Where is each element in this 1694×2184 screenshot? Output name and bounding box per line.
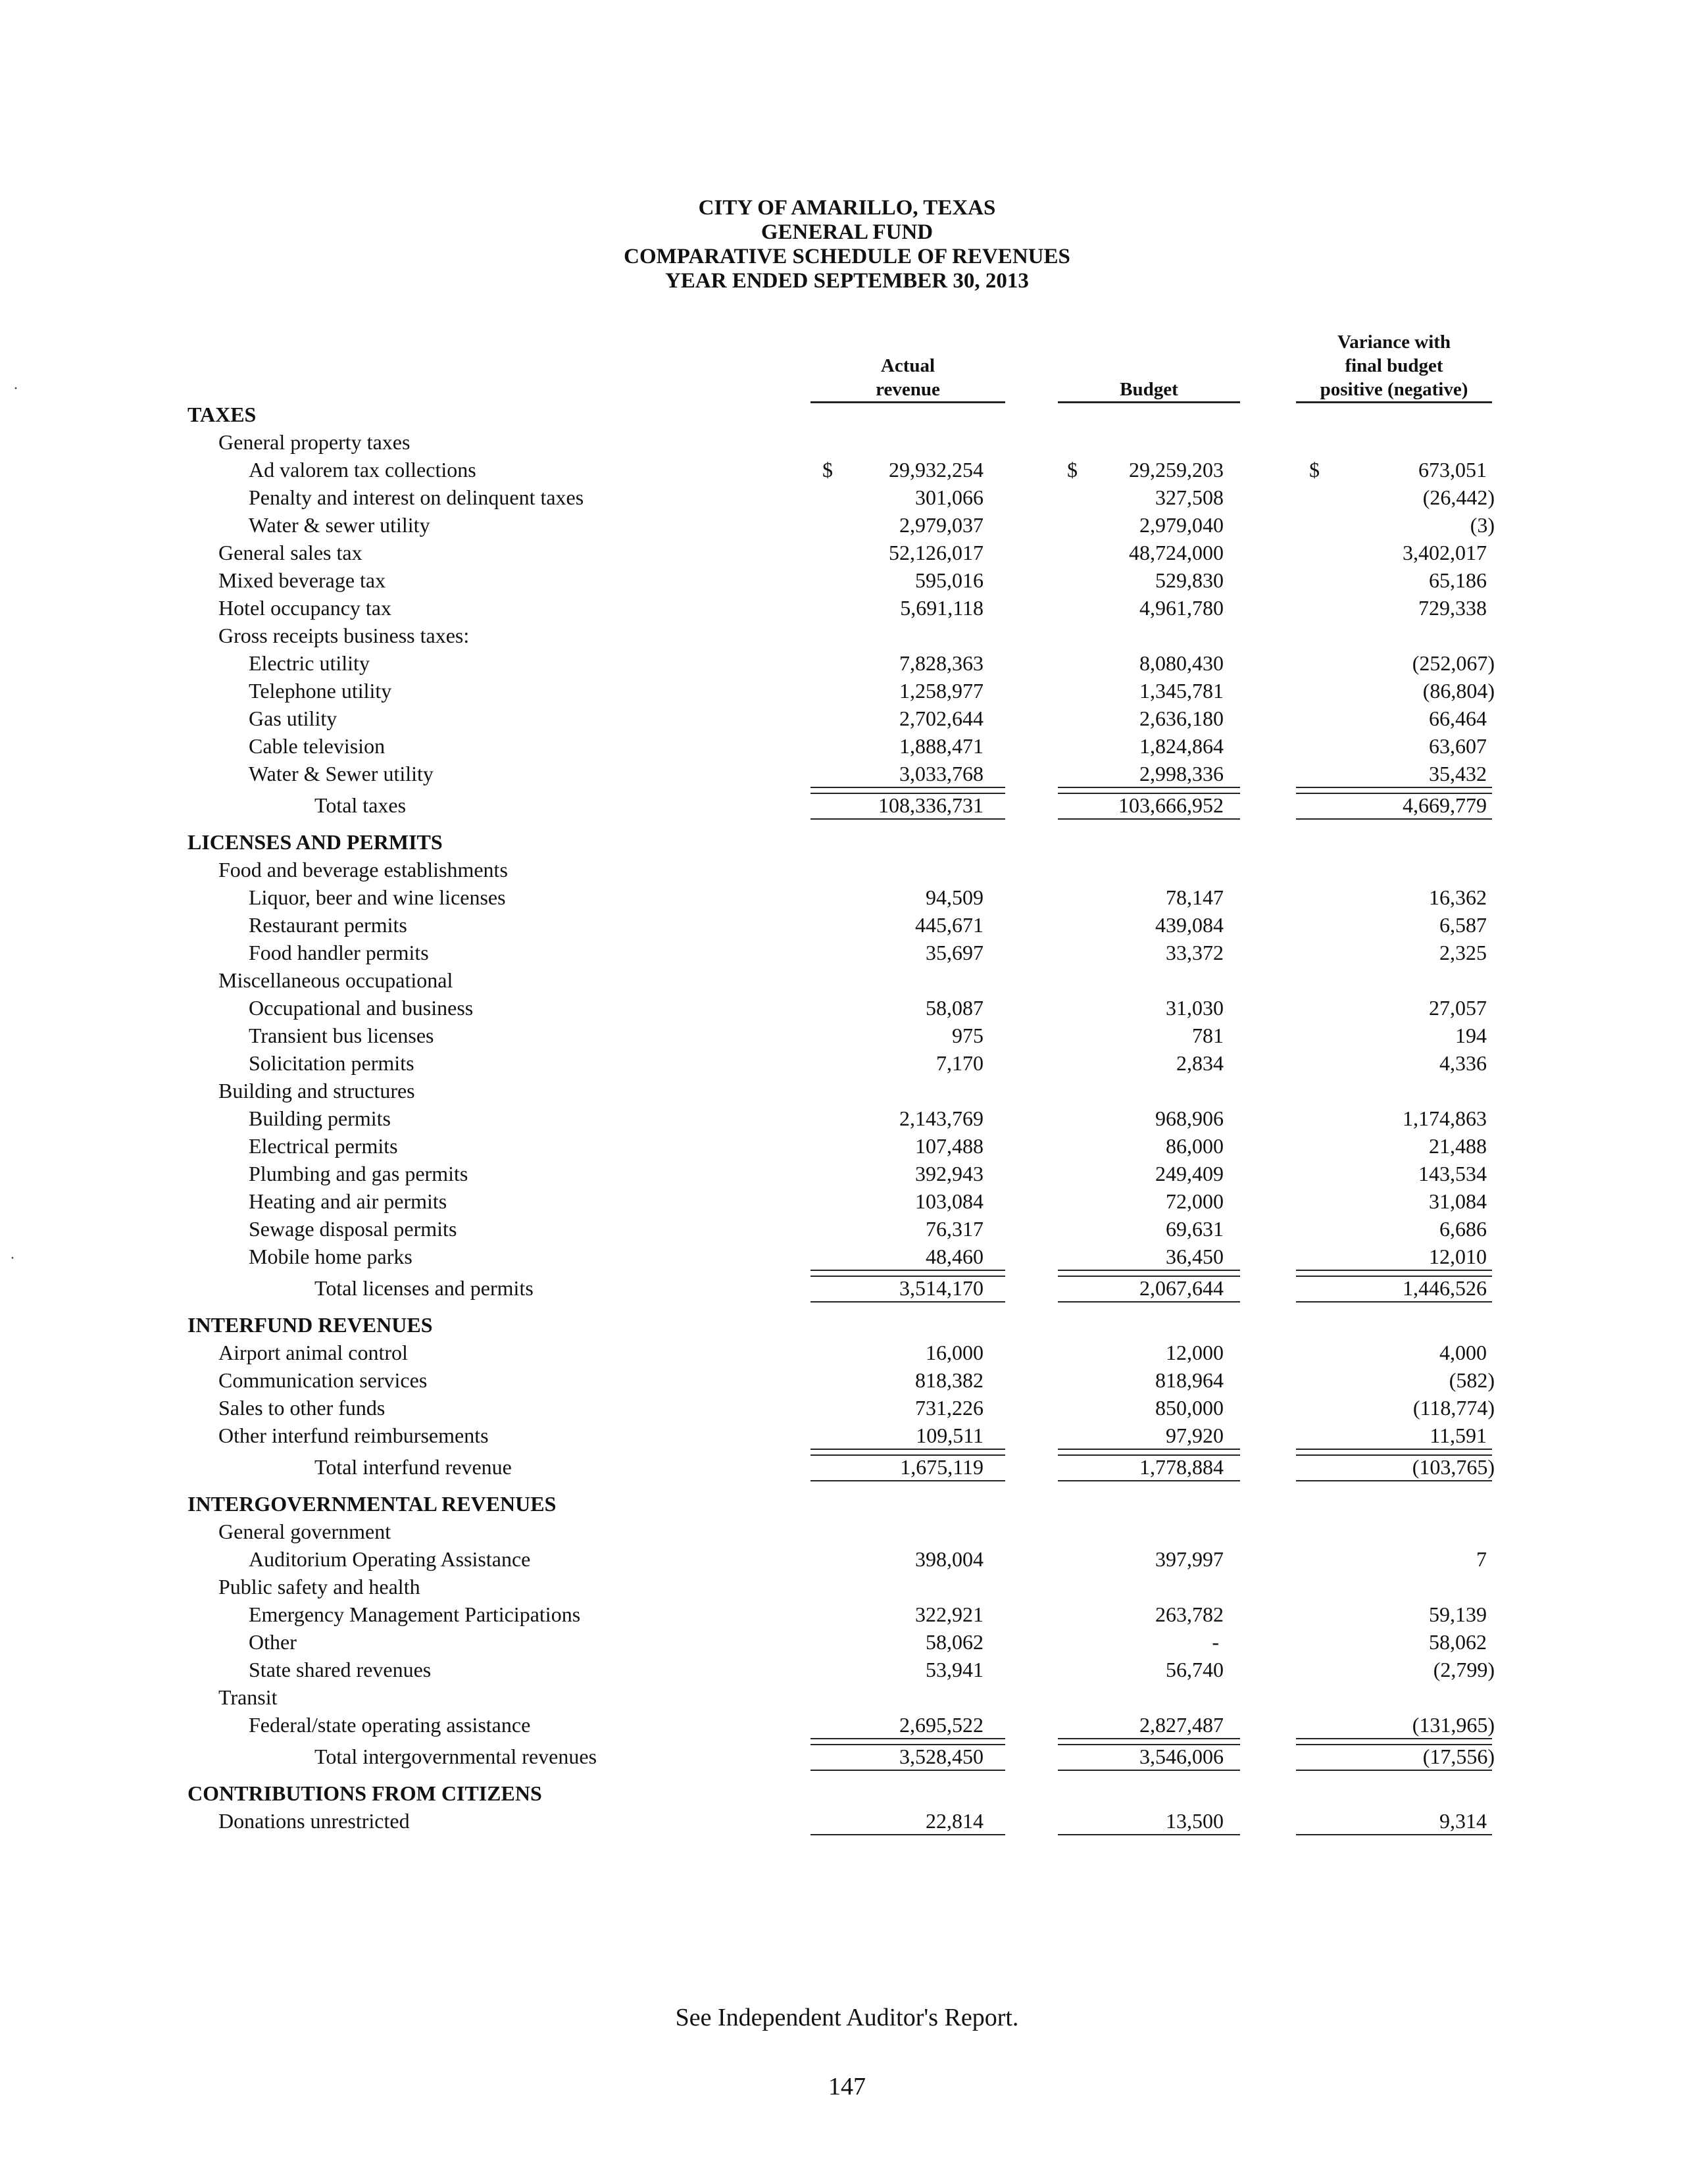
section-heading xyxy=(0,1492,1694,1520)
underline-rule xyxy=(1296,1770,1492,1771)
row-label: LICENSES AND PERMITS xyxy=(187,830,443,854)
total-row xyxy=(0,1455,1694,1483)
variance-value: 3,402,017 xyxy=(1403,541,1487,564)
budget-value: 249,409 xyxy=(1155,1162,1224,1185)
row-label: Solicitation permits xyxy=(249,1051,414,1075)
actual-value: 3,033,768 xyxy=(899,762,984,785)
table-row xyxy=(0,1547,1694,1575)
variance-value: 1,174,863 xyxy=(1403,1106,1487,1130)
budget-value: 56,740 xyxy=(1166,1658,1224,1681)
table-row xyxy=(0,568,1694,596)
row-label: CONTRIBUTIONS FROM CITIZENS xyxy=(187,1781,542,1805)
budget-value: 850,000 xyxy=(1155,1396,1224,1420)
budget-value: 529,830 xyxy=(1155,568,1224,592)
column-header-budget: Budget xyxy=(1120,379,1178,400)
underline-rule xyxy=(1058,1449,1240,1450)
actual-value: 76,317 xyxy=(926,1217,984,1241)
row-label: Transit xyxy=(218,1685,278,1709)
table-row xyxy=(0,1106,1694,1134)
row-label: Federal/state operating assistance xyxy=(249,1713,531,1737)
budget-value: 3,546,006 xyxy=(1139,1745,1224,1768)
variance-value: 4,336 xyxy=(1439,1051,1487,1075)
budget-value: 968,906 xyxy=(1155,1106,1224,1130)
variance-value: 58,062 xyxy=(1429,1630,1487,1654)
underline-rule xyxy=(1296,1480,1492,1481)
underline-rule xyxy=(810,818,1005,820)
underline-rule xyxy=(810,1738,1005,1739)
budget-value: 4,961,780 xyxy=(1139,596,1224,620)
actual-value: 5,691,118 xyxy=(900,596,984,620)
actual-value: 818,382 xyxy=(915,1368,984,1392)
section-heading xyxy=(0,1313,1694,1341)
total-row xyxy=(0,1745,1694,1772)
table-row xyxy=(0,1396,1694,1424)
budget-value: 86,000 xyxy=(1166,1134,1224,1158)
budget-value: 2,827,487 xyxy=(1139,1713,1224,1737)
group-heading xyxy=(0,1520,1694,1547)
budget-value: 397,997 xyxy=(1155,1547,1224,1571)
actual-value: 301,066 xyxy=(915,485,984,509)
variance-value: 1,446,526 xyxy=(1403,1276,1487,1300)
actual-value: 58,087 xyxy=(926,996,984,1020)
variance-value: 59,139 xyxy=(1429,1602,1487,1626)
section-heading xyxy=(0,1781,1694,1809)
underline-rule xyxy=(810,1301,1005,1303)
row-label: Food and beverage establishments xyxy=(218,858,508,881)
row-label: Communication services xyxy=(218,1368,428,1392)
underline-rule xyxy=(810,1770,1005,1771)
row-label: Hotel occupancy tax xyxy=(218,596,391,620)
actual-value: 48,460 xyxy=(926,1245,984,1268)
underline-rule xyxy=(1296,818,1492,820)
row-label: Restaurant permits xyxy=(249,913,407,937)
row-label: Electric utility xyxy=(249,651,370,675)
total-row xyxy=(0,793,1694,821)
variance-value: (3) xyxy=(1470,513,1495,537)
variance-value: 729,338 xyxy=(1418,596,1487,620)
actual-value: 53,941 xyxy=(926,1658,984,1681)
actual-value: 7,170 xyxy=(936,1051,984,1075)
table-row xyxy=(0,1602,1694,1630)
row-label: Heating and air permits xyxy=(249,1189,447,1213)
budget-value: 263,782 xyxy=(1155,1602,1224,1626)
variance-value: 65,186 xyxy=(1429,568,1487,592)
budget-value: 48,724,000 xyxy=(1129,541,1224,564)
group-heading xyxy=(0,624,1694,651)
overline-rule xyxy=(810,1276,1005,1277)
actual-value: 52,126,017 xyxy=(889,541,984,564)
budget-value: 31,030 xyxy=(1166,996,1224,1020)
table-row xyxy=(0,1424,1694,1451)
overline-rule xyxy=(1058,1276,1240,1277)
row-label: Total taxes xyxy=(314,793,407,817)
variance-value: 2,325 xyxy=(1439,941,1487,964)
table-row xyxy=(0,1713,1694,1741)
actual-value: 2,702,644 xyxy=(899,707,984,730)
underline-rule xyxy=(810,1270,1005,1271)
row-label: Water & sewer utility xyxy=(249,513,430,537)
actual-value: 2,695,522 xyxy=(899,1713,984,1737)
underline-rule xyxy=(1058,1301,1240,1303)
budget-value: 69,631 xyxy=(1166,1217,1224,1241)
row-label: Sales to other funds xyxy=(218,1396,386,1420)
budget-value: 8,080,430 xyxy=(1139,651,1224,675)
overline-rule xyxy=(1296,1454,1492,1456)
row-label: TAXES xyxy=(187,403,257,426)
actual-value: 2,143,769 xyxy=(899,1106,984,1130)
overline-rule xyxy=(1058,1454,1240,1456)
variance-value: 673,051 xyxy=(1418,458,1487,482)
row-label: Liquor, beer and wine licenses xyxy=(249,885,506,909)
underline-rule xyxy=(1058,1270,1240,1271)
row-label: General government xyxy=(218,1520,391,1543)
variance-value: 6,587 xyxy=(1439,913,1487,937)
actual-value: 1,888,471 xyxy=(899,734,984,758)
budget-value: 2,998,336 xyxy=(1139,762,1224,785)
row-label: Miscellaneous occupational xyxy=(218,968,453,992)
underline-rule xyxy=(1296,1738,1492,1739)
row-label: Ad valorem tax collections xyxy=(249,458,476,482)
row-label: Electrical permits xyxy=(249,1134,398,1158)
budget-value: 327,508 xyxy=(1155,485,1224,509)
actual-value: 108,336,731 xyxy=(878,793,984,817)
title-line: YEAR ENDED SEPTEMBER 30, 2013 xyxy=(665,269,1029,293)
variance-value: (2,799) xyxy=(1433,1658,1495,1681)
variance-value: (582) xyxy=(1449,1368,1495,1392)
variance-value: 31,084 xyxy=(1429,1189,1487,1213)
row-label: Cable television xyxy=(249,734,386,758)
group-heading xyxy=(0,430,1694,458)
row-label: Airport animal control xyxy=(218,1341,408,1364)
table-row xyxy=(0,1217,1694,1245)
actual-value: 1,675,119 xyxy=(900,1455,984,1479)
underline-rule xyxy=(810,787,1005,788)
budget-value: 13,500 xyxy=(1166,1809,1224,1833)
actual-value: 3,528,450 xyxy=(899,1745,984,1768)
budget-value: 2,834 xyxy=(1176,1051,1224,1075)
row-label: Mobile home parks xyxy=(249,1245,412,1268)
actual-value: 392,943 xyxy=(915,1162,984,1185)
variance-value: (17,556) xyxy=(1422,1745,1495,1768)
row-label: Emergency Management Participations xyxy=(249,1602,581,1626)
group-heading xyxy=(0,1575,1694,1602)
budget-value: 78,147 xyxy=(1166,885,1224,909)
row-label: Other xyxy=(249,1630,297,1654)
table-row xyxy=(0,458,1694,485)
actual-value: 2,979,037 xyxy=(899,513,984,537)
page-number: 147 xyxy=(828,2073,866,2100)
variance-value: 63,607 xyxy=(1429,734,1487,758)
variance-value: (103,765) xyxy=(1412,1455,1495,1479)
row-label: Telephone utility xyxy=(249,679,392,703)
section-heading xyxy=(0,830,1694,858)
underline-rule xyxy=(1296,787,1492,788)
underline-rule xyxy=(1058,787,1240,788)
row-label: Total licenses and permits xyxy=(314,1276,534,1300)
actual-value: 731,226 xyxy=(915,1396,984,1420)
actual-value: 29,932,254 xyxy=(889,458,984,482)
budget-value: 1,824,864 xyxy=(1139,734,1224,758)
underline-rule xyxy=(810,1480,1005,1481)
budget-value: - xyxy=(1212,1630,1219,1654)
row-label: State shared revenues xyxy=(249,1658,432,1681)
underline-rule xyxy=(1058,1770,1240,1771)
budget-value: 33,372 xyxy=(1166,941,1224,964)
row-label: Other interfund reimbursements xyxy=(218,1424,489,1447)
table-row xyxy=(0,1245,1694,1272)
actual-value: 107,488 xyxy=(915,1134,984,1158)
table-row xyxy=(0,1630,1694,1658)
variance-value: 27,057 xyxy=(1429,996,1487,1020)
actual-value: 445,671 xyxy=(915,913,984,937)
variance-value: (252,067) xyxy=(1412,651,1495,675)
row-label: Plumbing and gas permits xyxy=(249,1162,468,1185)
actual-value: 103,084 xyxy=(915,1189,984,1213)
underline-rule xyxy=(810,1449,1005,1450)
table-row xyxy=(0,1658,1694,1685)
table-row xyxy=(0,596,1694,624)
table-row xyxy=(0,707,1694,734)
row-label: Building and structures xyxy=(218,1079,415,1103)
overline-rule xyxy=(810,793,1005,794)
row-label: Gas utility xyxy=(249,707,337,730)
underline-rule xyxy=(1296,1834,1492,1835)
row-label: Auditorium Operating Assistance xyxy=(249,1547,531,1571)
row-label: Transient bus licenses xyxy=(249,1024,434,1047)
budget-value: 2,979,040 xyxy=(1139,513,1224,537)
title-line: GENERAL FUND xyxy=(760,220,934,244)
table-row xyxy=(0,913,1694,941)
variance-value: 143,534 xyxy=(1418,1162,1487,1185)
budget-value: 781 xyxy=(1192,1024,1224,1047)
actual-value: 7,828,363 xyxy=(899,651,984,675)
row-label: Gross receipts business taxes: xyxy=(218,624,470,647)
actual-value: 975 xyxy=(952,1024,984,1047)
row-label: Total intergovernmental revenues xyxy=(314,1745,597,1768)
variance-value: 16,362 xyxy=(1429,885,1487,909)
variance-value: (86,804) xyxy=(1422,679,1495,703)
table-row xyxy=(0,679,1694,707)
budget-value: 12,000 xyxy=(1166,1341,1224,1364)
budget-value: 1,778,884 xyxy=(1139,1455,1224,1479)
report-title xyxy=(0,196,1694,293)
table-row xyxy=(0,941,1694,968)
actual-value: 398,004 xyxy=(915,1547,984,1571)
table-row xyxy=(0,885,1694,913)
table-row xyxy=(0,762,1694,789)
underline-rule xyxy=(1058,1480,1240,1481)
table-row xyxy=(0,541,1694,568)
budget-value: 97,920 xyxy=(1166,1424,1224,1447)
overline-rule xyxy=(810,1454,1005,1456)
actual-value: 322,921 xyxy=(915,1602,984,1626)
column-header-actual: Actual revenue xyxy=(876,355,940,400)
margin-mark: · xyxy=(10,1250,15,1267)
budget-value: 103,666,952 xyxy=(1118,793,1224,817)
budget-value: 36,450 xyxy=(1166,1245,1224,1268)
table-row xyxy=(0,1341,1694,1368)
dollar-sign: $ xyxy=(1067,458,1078,482)
table-row xyxy=(0,1162,1694,1189)
actual-value: 595,016 xyxy=(915,568,984,592)
underline-rule xyxy=(1058,818,1240,820)
variance-value: 11,591 xyxy=(1430,1424,1487,1447)
variance-value: 21,488 xyxy=(1429,1134,1487,1158)
footer-note: See Independent Auditor's Report. xyxy=(675,2004,1019,2031)
row-label: General property taxes xyxy=(218,430,411,454)
budget-value: 2,067,644 xyxy=(1139,1276,1224,1300)
actual-value: 94,509 xyxy=(926,885,984,909)
margin-mark: · xyxy=(13,380,18,397)
overline-rule xyxy=(1296,1744,1492,1745)
table-row xyxy=(0,513,1694,541)
variance-value: (131,965) xyxy=(1412,1713,1495,1737)
table-row xyxy=(0,1368,1694,1396)
group-heading xyxy=(0,1079,1694,1106)
actual-value: 16,000 xyxy=(926,1341,984,1364)
row-label: Building permits xyxy=(249,1106,391,1130)
variance-value: 35,432 xyxy=(1429,762,1487,785)
actual-value: 35,697 xyxy=(926,941,984,964)
underline-rule xyxy=(1296,1449,1492,1450)
underline-rule xyxy=(1296,1301,1492,1303)
group-heading xyxy=(0,968,1694,996)
actual-value: 22,814 xyxy=(926,1809,984,1833)
variance-value: (26,442) xyxy=(1422,485,1495,509)
row-label: General sales tax xyxy=(218,541,362,564)
column-header-variance: Variance with final budget positive (negative) xyxy=(1320,332,1468,400)
overline-rule xyxy=(1058,1744,1240,1745)
table-row xyxy=(0,734,1694,762)
row-label: Occupational and business xyxy=(249,996,474,1020)
budget-value: 818,964 xyxy=(1155,1368,1224,1392)
variance-value: 4,000 xyxy=(1439,1341,1487,1364)
table-row xyxy=(0,1809,1694,1837)
title-line: CITY OF AMARILLO, TEXAS xyxy=(698,196,996,220)
row-label: Donations unrestricted xyxy=(218,1809,410,1833)
table-row xyxy=(0,996,1694,1024)
row-label: Water & Sewer utility xyxy=(249,762,434,785)
row-label: Food handler permits xyxy=(249,941,429,964)
underline-rule xyxy=(1058,1738,1240,1739)
overline-rule xyxy=(810,1744,1005,1745)
table-row xyxy=(0,1134,1694,1162)
row-label: Public safety and health xyxy=(218,1575,420,1599)
row-label: Mixed beverage tax xyxy=(218,568,386,592)
budget-value: 1,345,781 xyxy=(1139,679,1224,703)
actual-value: 109,511 xyxy=(916,1424,984,1447)
budget-value: 29,259,203 xyxy=(1129,458,1224,482)
dollar-sign: $ xyxy=(1309,458,1320,482)
title-line: COMPARATIVE SCHEDULE OF REVENUES xyxy=(624,245,1070,268)
variance-value: 7 xyxy=(1476,1547,1487,1571)
group-heading xyxy=(0,858,1694,885)
underline-rule xyxy=(810,1834,1005,1835)
total-row xyxy=(0,1276,1694,1304)
variance-value: 4,669,779 xyxy=(1403,793,1487,817)
actual-value: 58,062 xyxy=(926,1630,984,1654)
overline-rule xyxy=(1296,793,1492,794)
row-label: Sewage disposal permits xyxy=(249,1217,457,1241)
dollar-sign: $ xyxy=(822,458,833,482)
row-label: Penalty and interest on delinquent taxes xyxy=(249,485,584,509)
variance-value: 66,464 xyxy=(1429,707,1487,730)
table-row xyxy=(0,1189,1694,1217)
variance-value: (118,774) xyxy=(1412,1396,1495,1420)
overline-rule xyxy=(1296,1276,1492,1277)
variance-value: 9,314 xyxy=(1439,1809,1487,1833)
underline-rule xyxy=(1296,1270,1492,1271)
variance-value: 6,686 xyxy=(1439,1217,1487,1241)
row-label: Total interfund revenue xyxy=(314,1455,512,1479)
actual-value: 1,258,977 xyxy=(899,679,984,703)
variance-value: 12,010 xyxy=(1429,1245,1487,1268)
actual-value: 3,514,170 xyxy=(899,1276,984,1300)
overline-rule xyxy=(1058,793,1240,794)
budget-value: 439,084 xyxy=(1155,913,1224,937)
budget-value: 72,000 xyxy=(1166,1189,1224,1213)
row-label: INTERGOVERNMENTAL REVENUES xyxy=(187,1492,557,1516)
row-label: INTERFUND REVENUES xyxy=(187,1313,433,1337)
section-heading xyxy=(0,403,1694,430)
table-row xyxy=(0,1024,1694,1051)
variance-value: 194 xyxy=(1455,1024,1487,1047)
underline-rule xyxy=(1058,1834,1240,1835)
table-row xyxy=(0,485,1694,513)
budget-value: 2,636,180 xyxy=(1139,707,1224,730)
table-row xyxy=(0,651,1694,679)
group-heading xyxy=(0,1685,1694,1713)
table-row xyxy=(0,1051,1694,1079)
